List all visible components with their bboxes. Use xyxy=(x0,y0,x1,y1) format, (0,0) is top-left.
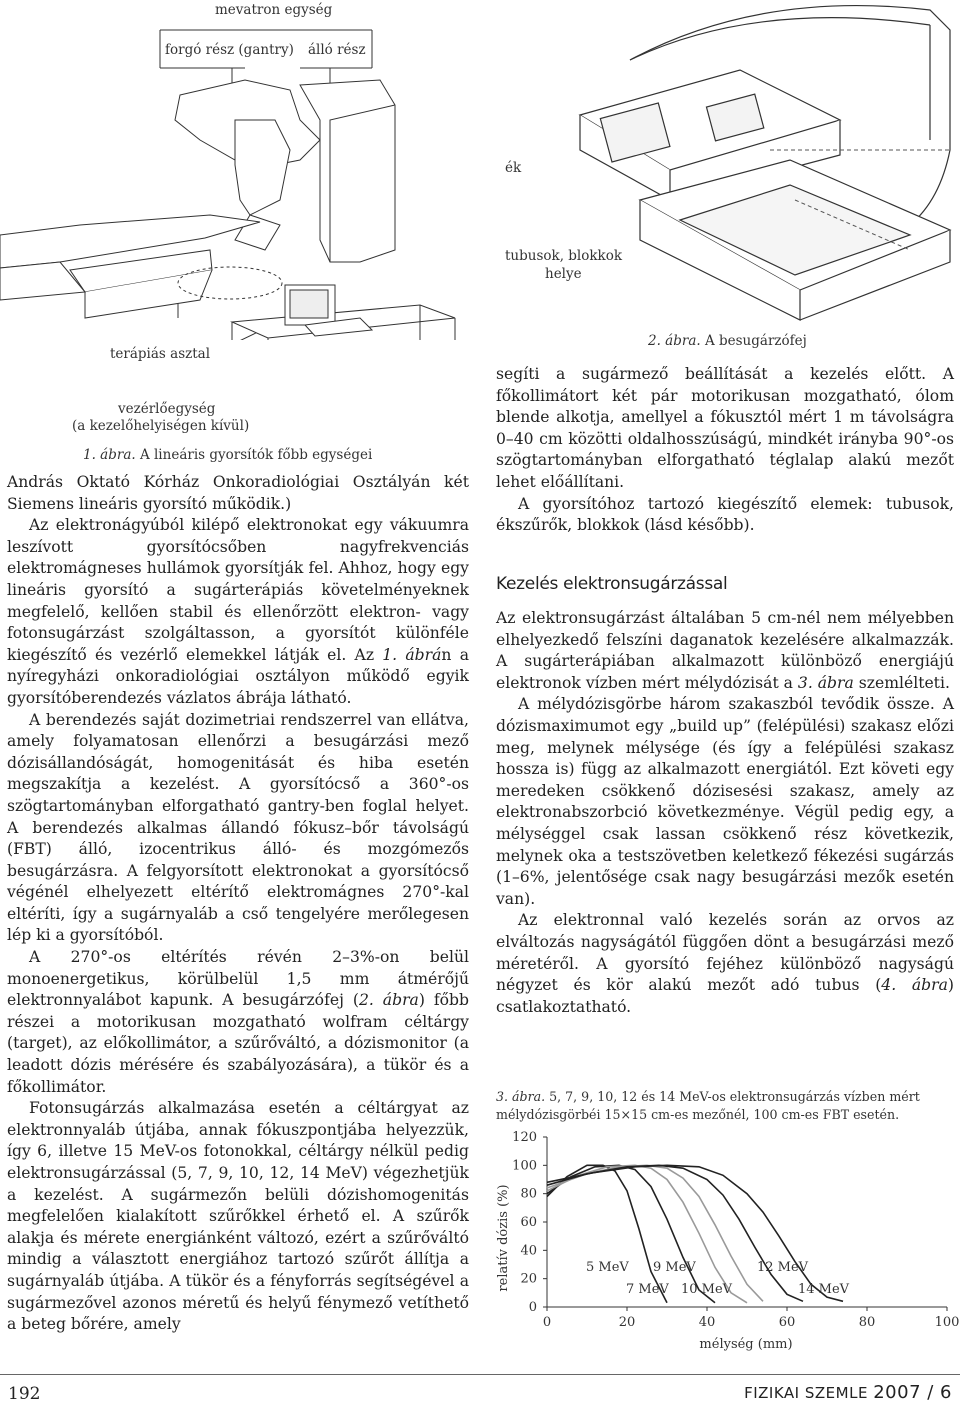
left-p3-figure-ref: 2. ábra xyxy=(358,991,419,1010)
right-p3-figure-ref: 3. ábra xyxy=(797,673,854,692)
right-p3-text-b: szemlélteti. xyxy=(853,673,950,692)
left-p1-text-a: Az elektronágyúból kilépő elektronokat egy vákuumra leszívott gyorsítócsőben nagyfrekvenciás elektromágneses hullámok gyorsítják fel. Ahhoz, hogy egy lineáris gyorsító a sugárterápiás követelményeknek megfelelő, kellően stabil és ellenőrzött elektron- vagy fotonsugárzást szolgáltasson, a gyorsítót különféle kiegészítő és vezérlő elemekkel látják el. Az xyxy=(7,516,469,664)
left-paragraph-3 xyxy=(7,947,469,1098)
right-column-bottom xyxy=(496,608,954,1018)
right-p5-text-a: Az elektronnal való kezelés során az orvos az elváltozás nagyságától függően dönt a besugárzási mező méretéről. A gyorsító fejéhez különböző nagyságú négyzet és kör alakú mezőt adó tubus ( xyxy=(496,911,954,995)
chart-x-axis-label: mélység (mm) xyxy=(699,1337,793,1352)
right-paragraph-4: A mélydózisgörbe három szakaszból tevődik össze. A dózismaximumot egy „build up” (felépülési) szakasz előzi meg, melynek mélysége (és így a felépülési szakasz hossza is) függ az alkalmazott energiától. Ezt követi egy meredeken csökkenő dózisesési szakasz, amely az elektronabszorbció következménye. Végül pedig egy, a mélységgel csak lassan csökkenő rész következik, melynek oka a testszövetben keletkező fékezési sugárzás (1–6%, jelentősége csak nagy besugárzási mezők esetén van). xyxy=(496,695,954,908)
right-paragraph-2: A gyorsítóhoz tartozó kiegészítő elemek: tubusok, ékszűrők, blokkok (lásd később). xyxy=(496,494,954,535)
label-14mev: 14 MeV xyxy=(798,1282,850,1297)
fig1-label-stand: álló rész xyxy=(308,42,366,58)
fig1-label-gantry: forgó rész (gantry) xyxy=(165,42,294,58)
fig2-label-wedge: ék xyxy=(505,160,522,176)
fig3-caption-text: 5, 7, 9, 10, 12 és 14 MeV-os elektronsugárzás vízben mért mélydózisgörbéi 15×15 cm-es mezőnél, 100 cm-es FBT esetén. xyxy=(496,1089,920,1122)
y-tick-label: 0 xyxy=(528,1300,537,1315)
left-paragraph-2: A berendezés saját dozimetriai rendszerrel van ellátva, amely folyamatosan ellenőrzi a besugárzási mező dózisállandóságát, homogenitását és hiba esetén megszakítja a kezelést. A gyorsítócső a 360°-os szögtartományban elforgatható gantry-ben foglal helyet. A berendezés alkalmas állandó fókusz–bőr távolságú (FBT) álló, izocentrikus álló- és mozgómezős besugárzásra. A felgyorsított elektronokat a gyorsítócső végénél elhelyezett eltérítő elektromágnes 270°-kal eltéríti, így a sugárnyaláb a cső tengelyére merőlegesen lép ki a gyorsítóból. xyxy=(7,710,469,945)
left-credit: András Oktató Kórház Onkoradiológiai Osztályán két Siemens lineáris gyorsító működik.) xyxy=(7,473,469,513)
label-12mev: 12 MeV xyxy=(757,1260,809,1275)
chart-y-axis-label: relatív dózis (%) xyxy=(496,1184,511,1292)
fig2-label-tubes-1: tubusok, blokkok xyxy=(505,248,623,264)
label-10mev: 10 MeV xyxy=(681,1282,733,1297)
series-line-12-mev xyxy=(547,1165,803,1301)
right-p5-figure-ref: 4. ábra xyxy=(881,976,948,995)
left-p1-figure-ref: 1. ábrá xyxy=(382,645,442,664)
journal-footer xyxy=(744,1382,952,1403)
left-column xyxy=(7,472,469,1336)
right-p3-text-a: Az elektronsugárzást általában 5 cm-nél nem mélyebben elhelyezkedő felszíni daganatok kezelésére alkalmazzák. A sugárterápiában alkalmazott különböző energiájú elektronok vízben mért mélydózisát a xyxy=(496,609,954,692)
left-p3-text-b: ) főbb részei a motorikusan mozgatható wolfram céltárgy (target), az előkollimátor, a szűrőváltó, a dózismonitor (a leadott dózis mérésére és szabályozására), a tükör és a főkollimátor. xyxy=(7,991,469,1096)
section-title: Kezelés elektronsugárzással xyxy=(496,574,728,594)
label-5mev: 5 MeV xyxy=(586,1260,629,1275)
fig1-label-console-1: vezérlőegység xyxy=(118,401,216,417)
label-9mev: 9 MeV xyxy=(653,1260,696,1275)
fig2-caption xyxy=(648,333,807,349)
footer-rule xyxy=(0,1374,960,1375)
x-tick-label: 80 xyxy=(858,1315,876,1330)
chart-axes xyxy=(547,1137,947,1307)
x-tick-label: 0 xyxy=(542,1315,552,1330)
fig3-caption-num: 3. ábra. xyxy=(496,1089,546,1104)
y-tick-label: 40 xyxy=(520,1243,537,1259)
fig2-caption-text: A besugárzófej xyxy=(704,333,807,349)
x-tick-label: 60 xyxy=(778,1315,796,1330)
fig3-caption xyxy=(496,1088,954,1124)
right-paragraph-1: segíti a sugármező beállítását a kezelés előtt. A főkollimátort két pár motorikusan mozgatható, ólom blende alkotja, amellyel a fókusztól mért 1 m távolságra 0–40 cm közötti oldalhosszúságú, mindkét irányba 90°-os szögtartományban elforgatható téglalap alakú mezőt lehet előállítani. xyxy=(496,365,954,491)
right-paragraph-5 xyxy=(496,910,954,1018)
fig1-label-table: terápiás asztal xyxy=(110,346,211,362)
fig1-caption-text: A lineáris gyorsítók főbb egységei xyxy=(139,447,373,463)
x-tick-label: 20 xyxy=(618,1315,636,1330)
fig2-caption-num: 2. ábra. xyxy=(648,333,701,349)
fig1-accelerator-drawing xyxy=(0,0,480,340)
right-paragraph-3 xyxy=(496,608,954,694)
right-p5-text-b: ) csatlakoztatható. xyxy=(496,976,954,1016)
left-paragraph-4: Fotonsugárzás alkalmazása esetén a céltárgyat az elektronnyaláb útjába, annak fókuszpontjába helyezzük, így 6, illetve 15 MeV-os fotonokkal, céltárgy nélkül pedig elektronsugárzással (5, 7, 9, 10, 12, 14 MeV) végezhetjük a kezelést. A sugármezőn belüli dózishomogenitás megfelelően kialakított szűrőkkel érhető el. A szűrők alakja és mérete energiánként változó, ezért a szűrőváltó mindig a választott energiához tartozó szűrőt állítja a sugárnyaláb útjába. A tükör és a fényforrás segítségével a sugármezővel azonos méretű és helyű fénymező vetíthető a beteg bőrére, amely xyxy=(7,1099,469,1334)
y-tick-label: 100 xyxy=(512,1158,537,1174)
chart-series-labels xyxy=(586,1260,850,1297)
y-tick-label: 20 xyxy=(520,1271,537,1287)
label-7mev: 7 MeV xyxy=(626,1282,669,1297)
fig1-label-unit: mevatron egység xyxy=(215,2,333,18)
y-tick-label: 80 xyxy=(520,1186,537,1202)
journal-name: FIZIKAI SZEMLE xyxy=(744,1384,868,1402)
left-paragraph-1 xyxy=(7,515,469,709)
x-tick-label: 40 xyxy=(698,1315,716,1330)
left-p1-text-b: n a nyíregyházi onkoradiológiai osztályon működő egyik gyorsítóberendezés vázlatos ábrája látható. xyxy=(7,645,469,707)
page-number: 192 xyxy=(8,1384,41,1404)
journal-issue: 2007 / 6 xyxy=(873,1382,952,1403)
fig1-label-console-2: (a kezelőhelyiségen kívül) xyxy=(72,418,250,434)
right-column-top xyxy=(496,364,954,537)
y-tick-label: 120 xyxy=(512,1130,537,1145)
chart-ticks xyxy=(512,1130,959,1330)
fig1-caption-num: 1. ábra. xyxy=(83,447,136,463)
left-p3-text-a: A 270°-os eltérítés révén 2–3%-on belül monoenergetikus, körülbelül 1,5 mm átmérőjű elektronnyalábot kapunk. A besugárzófej ( xyxy=(7,948,469,1010)
depth-dose-chart xyxy=(480,1125,960,1375)
x-tick-label: 100 xyxy=(934,1315,960,1330)
fig1-caption xyxy=(83,447,372,463)
fig2-label-tubes-2: helye xyxy=(545,266,582,282)
y-tick-label: 60 xyxy=(520,1215,537,1230)
